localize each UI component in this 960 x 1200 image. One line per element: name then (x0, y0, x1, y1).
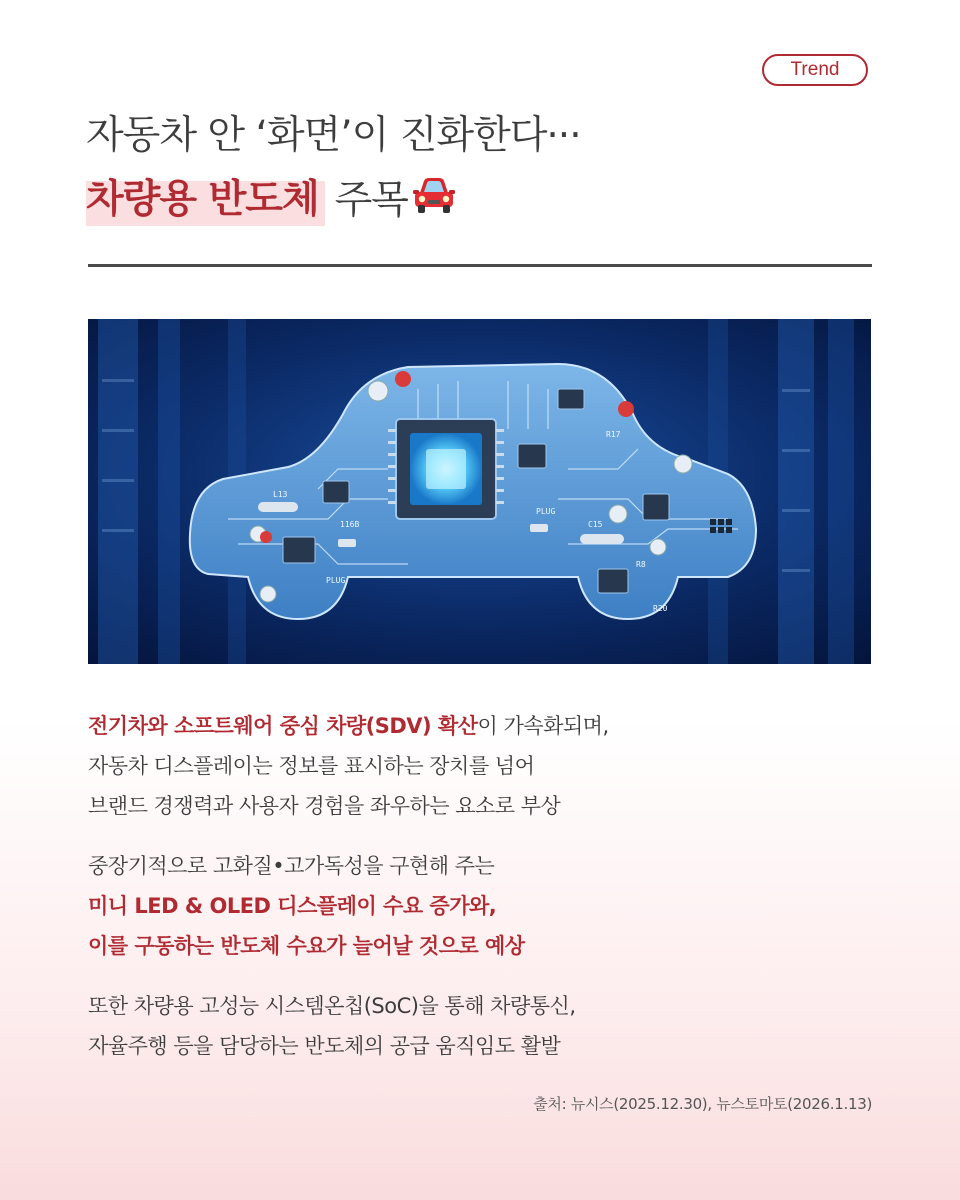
paragraph-1-emphasis: 전기차와 소프트웨어 중심 차량(SDV) 확산 (88, 714, 478, 738)
paragraph-2-line-2: 미니 LED & OLED 디스플레이 수요 증가와, (88, 894, 497, 918)
paragraph-2-line-1: 중장기적으로 고화질•고가독성을 구현해 주는 (88, 854, 495, 878)
hero-image-circuit-car (88, 319, 871, 664)
pcb-label-r8: R8 (636, 560, 646, 569)
title-rest: 주목 (334, 178, 408, 223)
paragraph-3 (88, 986, 576, 1066)
pcb-label-plug-2: PLUG (536, 507, 556, 516)
paragraph-1-line-1-rest: 이 가속화되며, (477, 714, 609, 738)
page-title-line2 (86, 168, 456, 226)
title-highlight: 차량용 반도체 (86, 168, 325, 226)
pcb-label-l13: L13 (273, 490, 288, 499)
paragraph-3-line-1: 또한 차량용 고성능 시스템온칩(SoC)을 통해 차량통신, (88, 994, 576, 1018)
paragraph-1-line-1 (88, 706, 609, 746)
paragraph-1-line-2: 자동차 디스플레이는 정보를 표시하는 장치를 넘어 (88, 754, 535, 778)
source-credit: 출처: 뉴시스(2025.12.30), 뉴스토마토(2026.1.13) (533, 1095, 872, 1113)
paragraph-2-line-3: 이를 구동하는 반도체 수요가 늘어날 것으로 예상 (88, 934, 525, 958)
pcb-label-r20: R20 (653, 604, 668, 613)
pcb-label-116b: 116B (340, 520, 360, 529)
pcb-label-plug-1: PLUG (326, 576, 346, 585)
pcb-label-r17: R17 (606, 430, 621, 439)
paragraph-3-line-2: 자율주행 등을 담당하는 반도체의 공급 움직임도 활발 (88, 1034, 561, 1058)
trend-tag: Trend (762, 54, 868, 86)
pcb-label-c15: C15 (588, 520, 603, 529)
paragraph-1 (88, 706, 609, 826)
page-title-line1: 자동차 안 ‘화면’이 진화한다··· (86, 113, 581, 158)
title-divider (88, 264, 872, 267)
paragraph-1-line-3: 브랜드 경쟁력과 사용자 경험을 좌우하는 요소로 부상 (88, 794, 561, 818)
paragraph-2 (88, 846, 525, 966)
red-car-icon (412, 175, 456, 219)
